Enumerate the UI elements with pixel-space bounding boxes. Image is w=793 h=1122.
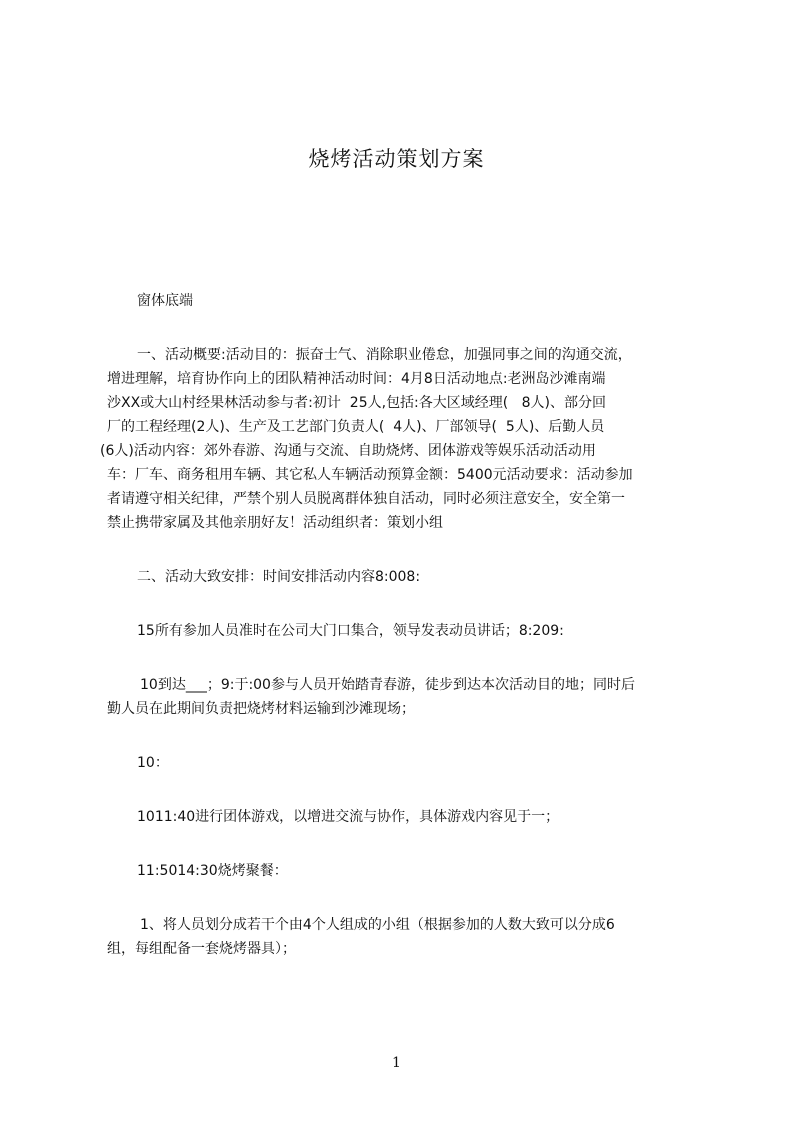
section1-line: (6人)活动内容：郊外春游、沟通与交流、自助烧烤、团体游戏等娱乐活动活动用 [100,443,596,459]
schedule-item: 组，每组配备一套烧烤器具）； [107,941,296,957]
schedule-item: 10： [137,755,169,771]
schedule-item: 15所有参加人员准时在公司大门口集合，领导发表动员讲话；8:209: [137,623,564,639]
section1-line: 禁止携带家属及其他亲朋好友！活动组织者：策划小组 [107,515,443,531]
schedule-item: 10到达___；9:于:00参与人员开始踏青春游，徒步到达本次活动目的地；同时后 [140,677,635,693]
subtitle-text: 窗体底端 [137,293,193,309]
schedule-item: 勤人员在此期间负责把烧烤材料运输到沙滩现场； [107,701,415,717]
section1-line: 增进理解，培育协作向上的团队精神活动时间：4月8日活动地点:老洲岛沙滩南端 [107,371,606,387]
schedule-item: 1、将人员划分成若干个由4个人组成的小组（根据参加的人数大致可以分成6 [140,917,615,933]
schedule-item: 1011:40进行团体游戏，以增进交流与协作，具体游戏内容见于一； [137,809,560,825]
schedule-item: 11:5014:30烧烤聚餐： [137,863,288,879]
document-title: 烧烤活动策划方案 [308,147,485,171]
page-number: 1 [392,1055,401,1071]
section1-line: 一、活动概要:活动目的：振奋士气、消除职业倦怠，加强同事之间的沟通交流， [137,347,632,363]
section1-line: 厂的工程经理(2人)、生产及工艺部门负责人( 4人)、厂部领导( 5人)、后勤人员 [107,419,605,435]
section2-heading: 二、活动大致安排：时间安排活动内容8:008: [137,569,421,585]
section1-line: 沙XX或大山村经果林活动参与者:初计 25人,包括:各大区域经理( 8人)、部分回 [107,395,606,411]
section1-line: 车：厂车、商务租用车辆、其它私人车辆活动预算金额：5400元活动要求：活动参加 [107,467,633,483]
section1-line: 者请遵守相关纪律，严禁个别人员脱离群体独自活动，同时必须注意安全，安全第一 [107,491,625,507]
